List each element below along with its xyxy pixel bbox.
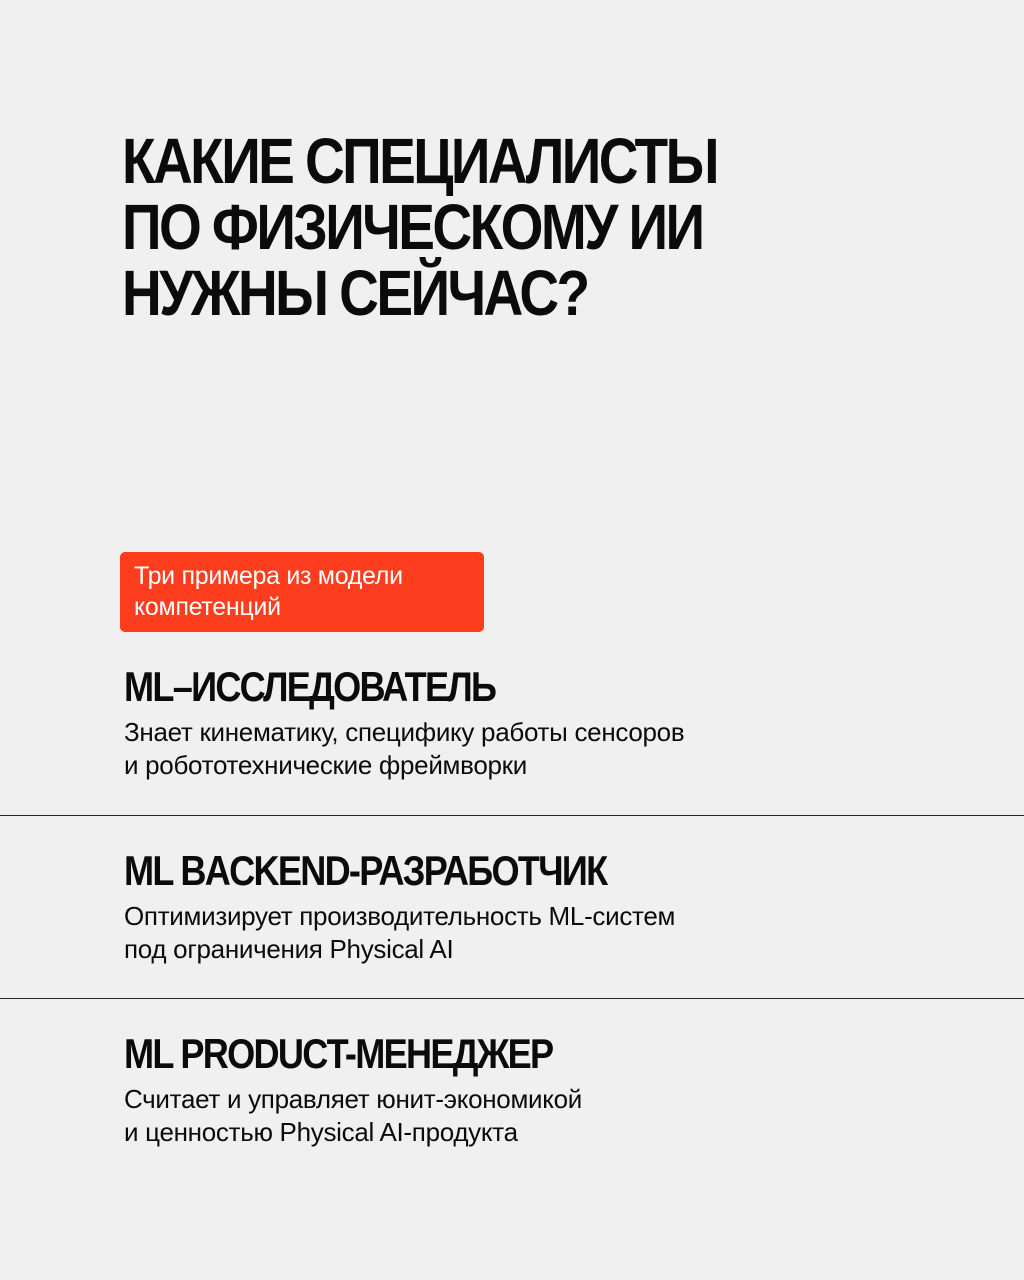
role-description: [124, 900, 984, 966]
section-divider: [0, 998, 1024, 999]
headline-line-1: КАКИЕ СПЕЦИАЛИСТЫ: [122, 125, 717, 197]
role-description-line: Оптимизирует производительность ML-систем: [124, 901, 676, 931]
role-description: [124, 716, 984, 782]
tag-line-1: Три примера из модели: [134, 562, 403, 590]
role-title: ML BACKEND-РАЗРАБОТЧИК: [124, 847, 607, 894]
headline-line-3: НУЖНЫ СЕЙЧАС?: [122, 257, 588, 329]
role-description-line: и робототехнические фреймворки: [124, 750, 527, 780]
section-tag-badge: [120, 552, 484, 632]
role-description-line: под ограничения Physical AI: [124, 934, 454, 964]
role-ml-researcher: [124, 664, 984, 782]
role-ml-product-manager: [124, 1031, 984, 1149]
role-description-line: Считает и управляет юнит-экономикой: [124, 1084, 583, 1114]
headline-line-2: ПО ФИЗИЧЕСКОМУ ИИ: [122, 191, 703, 263]
role-description-line: и ценностью Physical AI-продукта: [124, 1117, 518, 1147]
page-headline: [122, 125, 922, 329]
section-divider: [0, 815, 1024, 816]
role-description: [124, 1083, 984, 1149]
role-title: ML PRODUCT-МЕНЕДЖЕР: [124, 1030, 553, 1077]
role-description-line: Знает кинематику, специфику работы сенсоров: [124, 717, 685, 747]
role-ml-backend-developer: [124, 848, 984, 966]
tag-line-2: компетенций: [134, 593, 281, 621]
role-title: ML–ИССЛЕДОВАТЕЛЬ: [124, 663, 496, 710]
